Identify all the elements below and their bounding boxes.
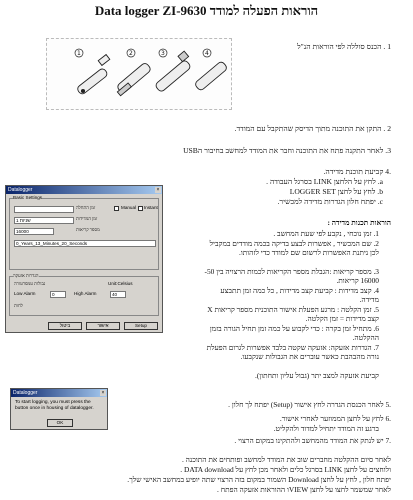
measure-item-7: 7. הגדרות אזעקה: אזעקה שקטה בלבד אפשרות לגרום הפעלת נורה מהבהבת כאשר עוברים את הגבולות שנקבעו. [206,343,379,362]
measure-item-5: 5. זמן הקלטה : מרגע הפעלת אישור התוכנית מספר קריאות X קצב מדידות = זמן הקלטה. [207,305,379,324]
num-readings-field[interactable]: 16000 [14,228,54,235]
step-4b: b. לחץ על לחצן LOGGER SET [289,187,383,196]
ok-button[interactable]: אישור [86,322,120,330]
svg-text:4: 4 [205,50,209,57]
notice-message: To start logging, you must press the button once in housing of datalogger. [15,400,94,411]
cancel-button[interactable]: ביטול [48,322,82,330]
battery-illustration [46,38,232,110]
measure-item-6: 6. מתחיל זמן בקרה : כדי לקבוע על כמה זמן תחיל הגורה בזמן ההקלטה. [209,324,379,343]
interval-field[interactable]: 1 שניות [14,217,74,224]
logger-settings-dialog [5,185,163,333]
start-time-label: זמן התחלה [76,205,96,210]
low-alarm-label: Low Alarm [14,291,36,296]
notice-title: Datalogger [13,390,38,396]
final-step-6: .6 לחץ על לחצן הממוזער לאחרי אישור. [279,414,391,423]
page-title: הוראות הפעלה למודד Data logger ZI-9630 [94,3,319,18]
notice-titlebar [11,389,107,397]
manual-label: Manual [121,205,137,210]
measure-item-3: 3. מספר קריאות :הגבלת מספר הקריאות לכמות הרצויה בין 50- 16000 קריאות. [204,267,379,286]
instant-label: Instant [144,205,158,210]
svg-text:2: 2 [129,50,133,57]
close-icon[interactable]: × [156,187,160,193]
measure-heading: הוראות תכנות מדידה : [327,218,391,227]
final-step-5: .5 לאחר הכנסת הגדרה לחץ אישור (Setup) יפתח לך חלון . [228,400,391,409]
step-1: 1 . הכנס סוללה לפי הוראות הנ"ל [297,42,391,51]
step-2: 2 . התקן את התוכנה מתוך הדיסק שהתקבל עם המודד. [234,124,391,133]
svg-text:1: 1 [77,50,81,57]
basic-settings-group [9,195,159,270]
low-alarm-field[interactable]: 0 [50,291,66,298]
svg-text:3: 3 [161,50,165,57]
num-readings-label: מספר קריאות [76,227,100,232]
dialog-title: Datalogger [8,187,33,193]
datalogger-battery-drawing [47,39,233,111]
footer-line-4: לאחר שמשמר לחצו על לחצן VIEWו ההוראות אזעקה הפתח . [217,485,391,494]
start-time-field[interactable] [14,206,74,213]
instant-checkbox[interactable] [138,206,143,211]
final-step-6b: ברגע זה המודד יתחיל למדוד ולהקליט. [273,424,379,433]
final-step-7: .7 יש לנתק את המודד מהמחשב ולהתקינו במקום הרצוי . [234,436,391,445]
alarm-group-label: הגדרות אזעקה [13,273,39,278]
setup-button[interactable]: Setup [124,322,158,330]
step-4a: a. לחץ על הלחצן LINK בסרגל העבודה . [266,177,383,186]
humidity-label: לחות [14,303,23,308]
temp-alarm-label: גבולות טמפרטורה [14,281,46,286]
footer-line-1: לאחר סיום ההקלטה מחברים שוב את המודד למחשב ופותחים את התוכנה . [181,455,391,464]
step-4: .4 קביעת תוכנת מדידה. [323,167,391,176]
step-4c: c. יפתח חלון הגדרות מדידה למכשיר. [277,197,383,206]
measure-item-4: 4. קצב מדידות : קביעת קצב מדידות , כל כמה זמן תתבצע מדידה. [220,286,379,305]
notice-dialog [10,388,108,430]
measure-item-8: קביעת אזעקה למצב יתר (גבול עליון ותחתון). [255,371,379,380]
unit-label: Unit:Celsius [108,281,133,286]
footer-line-3: יפתח חלון , לחץ על לחצן Download השמור במקום בזה הרצוי שתה יופיע במחשב האישי שלך. [127,475,391,484]
alarm-group [9,273,159,316]
basic-settings-label: Basic Settings [13,195,43,200]
step-3: 3. לאחר התקנה פתח את התוכנה וחבר את המודד למחשב בחיבור הUSB [183,146,391,155]
interval-label: זמן המדידות [76,216,98,221]
footer-line-2: ולוחצים על לחצן LINK בסרגל כלים ולאחר מכן לחץ על DATA download . [180,465,391,474]
duration-field: 0_Years_13_Minutes_20_Seconds [14,240,156,247]
dialog-titlebar [6,186,162,194]
notice-close-icon[interactable]: × [101,390,105,396]
measure-item-2: 2. שם המכשיר , אפשרות לבצע בדיקה בכמה מודדים במקביל לכן ניתנת האפשרות לרשום שם למודד כדי לזהותו. [209,239,379,258]
manual-checkbox[interactable] [114,206,119,211]
measure-item-1: 1. זמן נוכחי , נקבע לפי שעת המחשב . [273,229,379,238]
high-alarm-field[interactable]: 40 [110,291,126,298]
notice-ok-button[interactable]: OK [47,419,73,427]
high-alarm-label: High Alarm [74,291,97,296]
